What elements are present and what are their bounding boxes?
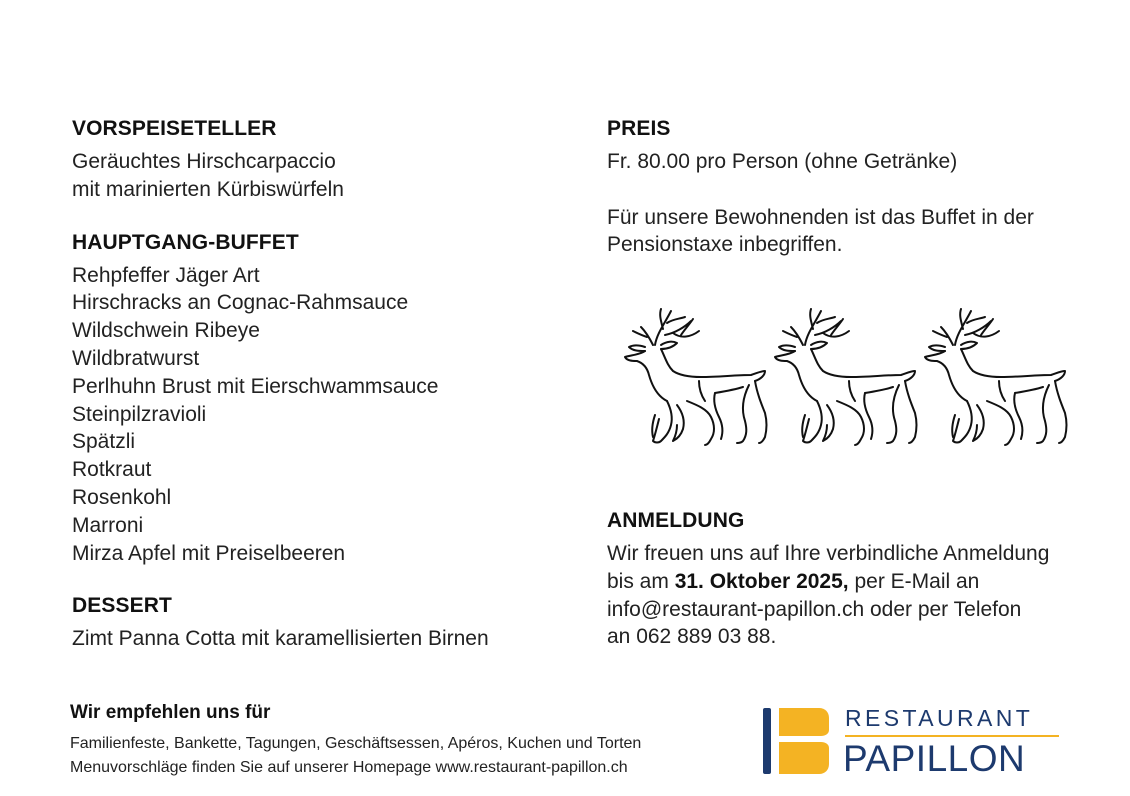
price-note: Für unsere Bewohnenden ist das Buffet in der [607, 205, 1034, 229]
footer-line: Familienfeste, Bankette, Tagungen, Geschäftsessen, Apéros, Kuchen und Torten [70, 735, 642, 752]
registration-suffix: per E-Mail an [848, 569, 980, 593]
price-line: Fr. 80.00 pro Person (ohne Getränke) [607, 150, 958, 173]
logo-word-restaurant: RESTAURANT [845, 705, 1034, 731]
deer-icon [625, 309, 767, 445]
registration-section [607, 508, 1087, 651]
main-course-item: Perlhuhn Brust mit Eierschwammsauce [72, 374, 439, 398]
registration-deadline: 31. Oktober 2025, [674, 569, 849, 593]
dessert-section [72, 593, 572, 653]
main-course-item: Marroni [72, 513, 144, 537]
main-course-item: Steinpilzravioli [72, 402, 207, 426]
dessert-line: Zimt Panna Cotta mit karamellisierten Birnen [72, 627, 489, 651]
footer [70, 700, 710, 780]
menu-column [72, 116, 572, 679]
starter-line: Geräuchtes Hirschcarpaccio [72, 150, 336, 173]
main-course-item: Wildbratwurst [72, 346, 200, 370]
logo-mark-icon [763, 702, 833, 778]
dessert-heading: DESSERT [72, 594, 172, 618]
logo-divider [845, 735, 1059, 737]
footer-line: Menuvorschläge finden Sie auf unserer Homepage www.restaurant-papillon.ch [70, 759, 628, 776]
registration-prefix: bis am [607, 569, 675, 593]
price-spacer [607, 176, 1107, 204]
main-course-item: Mirza Apfel mit Preiselbeeren [72, 541, 346, 565]
registration-heading: ANMELDUNG [607, 509, 745, 532]
main-course-item: Hirschracks an Cognac-Rahmsauce [72, 291, 409, 315]
registration-line: Wir freuen uns auf Ihre verbindliche Anmeldung [607, 542, 1050, 565]
price-note: Pensionstaxe inbegriffen. [607, 233, 843, 257]
deer-icon [775, 309, 917, 445]
price-section [607, 116, 1107, 259]
restaurant-logo [763, 702, 1063, 778]
deer-icon [925, 309, 1067, 445]
registration-line: info@restaurant-papillon.ch oder per Telefon [607, 597, 1022, 621]
main-course-item: Rosenkohl [72, 485, 172, 509]
logo-word-papillon: PAPILLON [843, 738, 1026, 779]
main-course-item: Rotkraut [72, 458, 152, 482]
main-course-item: Spätzli [72, 430, 136, 454]
price-heading: PREIS [607, 117, 671, 140]
starter-section [72, 116, 572, 204]
starter-heading: VORSPEISETELLER [72, 117, 277, 140]
main-course-section [72, 230, 572, 568]
footer-title: Wir empfehlen uns für [70, 702, 271, 723]
registration-line: an 062 889 03 88. [607, 625, 777, 649]
main-course-item: Rehpfeffer Jäger Art [72, 263, 260, 287]
starter-line: mit marinierten Kürbiswürfeln [72, 177, 344, 201]
registration-line [607, 568, 1087, 596]
price-column [607, 116, 1107, 285]
main-course-heading: HAUPTGANG-BUFFET [72, 230, 299, 254]
main-course-item: Wildschwein Ribeye [72, 319, 260, 343]
deer-illustration [615, 305, 1075, 455]
